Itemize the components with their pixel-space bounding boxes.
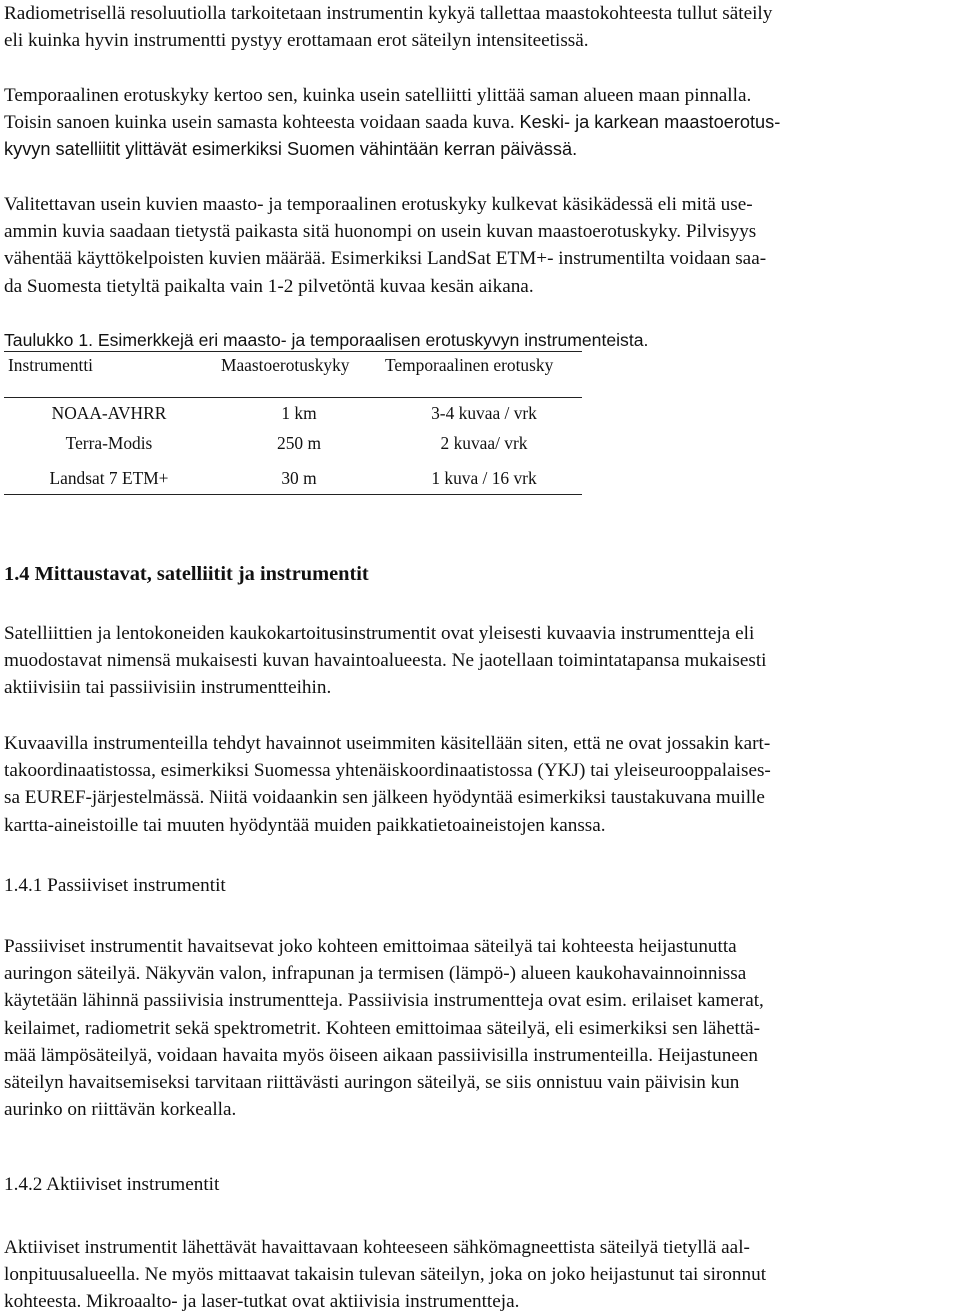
table-top-rule: [4, 351, 582, 352]
text-line: Temporaalinen erotuskyky kertoo sen, kuinka usein satelliitti ylittää saman alueen maan pinnalla.: [4, 85, 752, 106]
text-segment: Toisin sanoen kuinka usein samasta kohteesta voidaan saada kuva.: [4, 112, 515, 134]
paragraph-active-instruments: [4, 1234, 766, 1316]
text-line: kyvyn satelliitit ylittävät esimerkiksi Suomen vähintään kerran päivässä.: [4, 139, 578, 160]
table-bottom-rule: [4, 494, 582, 495]
table-cell: 2 kuvaa/ vrk: [440, 433, 528, 453]
text-line: aurinko on riittävän korkealla.: [4, 1099, 237, 1121]
text-line-mixed: [4, 109, 780, 136]
text-line: vähentää käyttökelpoisten kuvien määrää. Esimerkiksi LandSat ETM+- instrumentilta voidaan saa-: [4, 248, 767, 270]
table-cell: 1 km: [281, 403, 317, 423]
text-line: ammin kuvia saadaan tietystä paikasta sitä huonompi on usein kuvan maastoerotuskyky. Pilvisyys: [4, 221, 757, 243]
text-line: sa EUREF-järjestelmässä. Niitä voidaankin sen jälkeen hyödyntää esimerkiksi taustakuvana muille: [4, 787, 765, 809]
text-line: kohteesta. Mikroaalto- ja laser-tutkat ovat aktiivisia instrumentteja.: [4, 1291, 520, 1313]
text-line: aktiivisiin tai passiivisiin instrumentteihin.: [4, 677, 332, 699]
text-line: säteilyn havaitsemiseksi tarvitaan riittävästi auringon säteilyä, se siis onnistuu vain päivisin kun: [4, 1072, 740, 1094]
text-line: auringon säteilyä. Näkyvän valon, infrapunan ja termisen (lämpö-) alueen kaukohavainnoinnissa: [4, 963, 747, 985]
text-line: Radiometrisellä resoluutiolla tarkoitetaan instrumentin kykyä tallettaa maastokohteesta tullut säteily: [4, 3, 773, 24]
table-cell: Landsat 7 ETM+: [49, 468, 169, 488]
text-line: Passiiviset instrumentit havaitsevat joko kohteen emittoimaa säteilyä tai kohteesta heijastunutta: [4, 936, 737, 957]
text-line: da Suomesta tietyltä paikalta vain 1-2 pilvetöntä kuvaa kesän aikana.: [4, 275, 534, 297]
text-line: lonpituusalueella. Ne myös mittaavat takaisin tulevan säteilyn, joka on joko heijastunut tai sironnut: [4, 1264, 767, 1286]
paragraph-radiometric-resolution: [4, 0, 772, 54]
text-line: muodostavat nimensä mukaisesti kuvan havaintoalueesta. Ne jaotellaan toimintatapansa mukaisesti: [4, 650, 767, 672]
table-header-temporal: Temporaalinen erotusky: [385, 355, 554, 375]
table-header-rule: [4, 397, 582, 398]
table-cell: 1 kuva / 16 vrk: [431, 468, 537, 488]
text-segment-sans: Keski- ja karkean maastoerotus-: [519, 112, 781, 133]
subsection-heading-passive: 1.4.1 Passiiviset instrumentit: [4, 875, 226, 896]
text-line: Satelliittien ja lentokoneiden kaukokartoitusinstrumentit ovat yleisesti kuvaavia instrumentteja eli: [4, 623, 755, 644]
table-header-instrument: Instrumentti: [8, 355, 94, 375]
paragraph-coordinate-systems: [4, 730, 771, 839]
paragraph-temporal-resolution: [4, 82, 780, 164]
table-cell: 3-4 kuvaa / vrk: [431, 403, 537, 423]
text-line: takoordinaatistossa, esimerkiksi Suomessa yhtenäiskoordinaatistossa (YKJ) tai yleiseurooppalaises-: [4, 760, 771, 782]
paragraph-resolution-tradeoff: [4, 191, 766, 300]
text-line: käytetään lähinnä passiivisia instrumentteja. Passiivisia instrumentteja ovat esim. erilaiset kamerat,: [4, 990, 764, 1012]
table-cell: 250 m: [277, 433, 321, 453]
table-header-spatial: Maastoerotuskyky: [221, 355, 350, 375]
table-cell: 30 m: [281, 468, 317, 488]
text-line: Aktiiviset instrumentit lähettävät havaittavaan kohteeseen sähkömagneettista säteilyä tietyllä aal-: [4, 1237, 750, 1258]
subsection-heading-active: 1.4.2 Aktiiviset instrumentit: [4, 1174, 220, 1195]
text-line: Valitettavan usein kuvien maasto- ja temporaalinen erotuskyky kulkevat käsikädessä eli mitä use-: [4, 194, 753, 215]
text-line: keilaimet, radiometrit sekä spektrometrit. Kohteen emittoimaa säteilyä, eli esimerkiksi sen lähettä-: [4, 1017, 761, 1039]
text-line: eli kuinka hyvin instrumentti pystyy erottamaan erot säteilyn intensiteetissä.: [4, 30, 589, 52]
text-line: kartta-aineistoille tai muuten hyödyntää muiden paikkatietoaineistojen kanssa.: [4, 814, 606, 836]
section-heading: 1.4 Mittaustavat, satelliitit ja instrumentit: [4, 563, 369, 585]
paragraph-passive-instruments: [4, 933, 764, 1123]
text-line: Kuvaavilla instrumenteilla tehdyt havainnot useimmiten käsitellään siten, että ne ovat jossakin kart-: [4, 733, 771, 754]
table-cell: Terra-Modis: [65, 433, 153, 453]
text-line: mää lämpösäteilyä, voidaan havaita myös öiseen aikaan passiivisilla instrumenteilla. Heijastuneen: [4, 1044, 758, 1066]
table-cell: NOAA-AVHRR: [51, 403, 167, 423]
instrument-table: [4, 351, 582, 495]
table-caption: Taulukko 1. Esimerkkejä eri maasto- ja temporaalisen erotuskyvyn instrumenteista.: [4, 330, 649, 350]
paragraph-imaging-instruments: [4, 620, 767, 702]
